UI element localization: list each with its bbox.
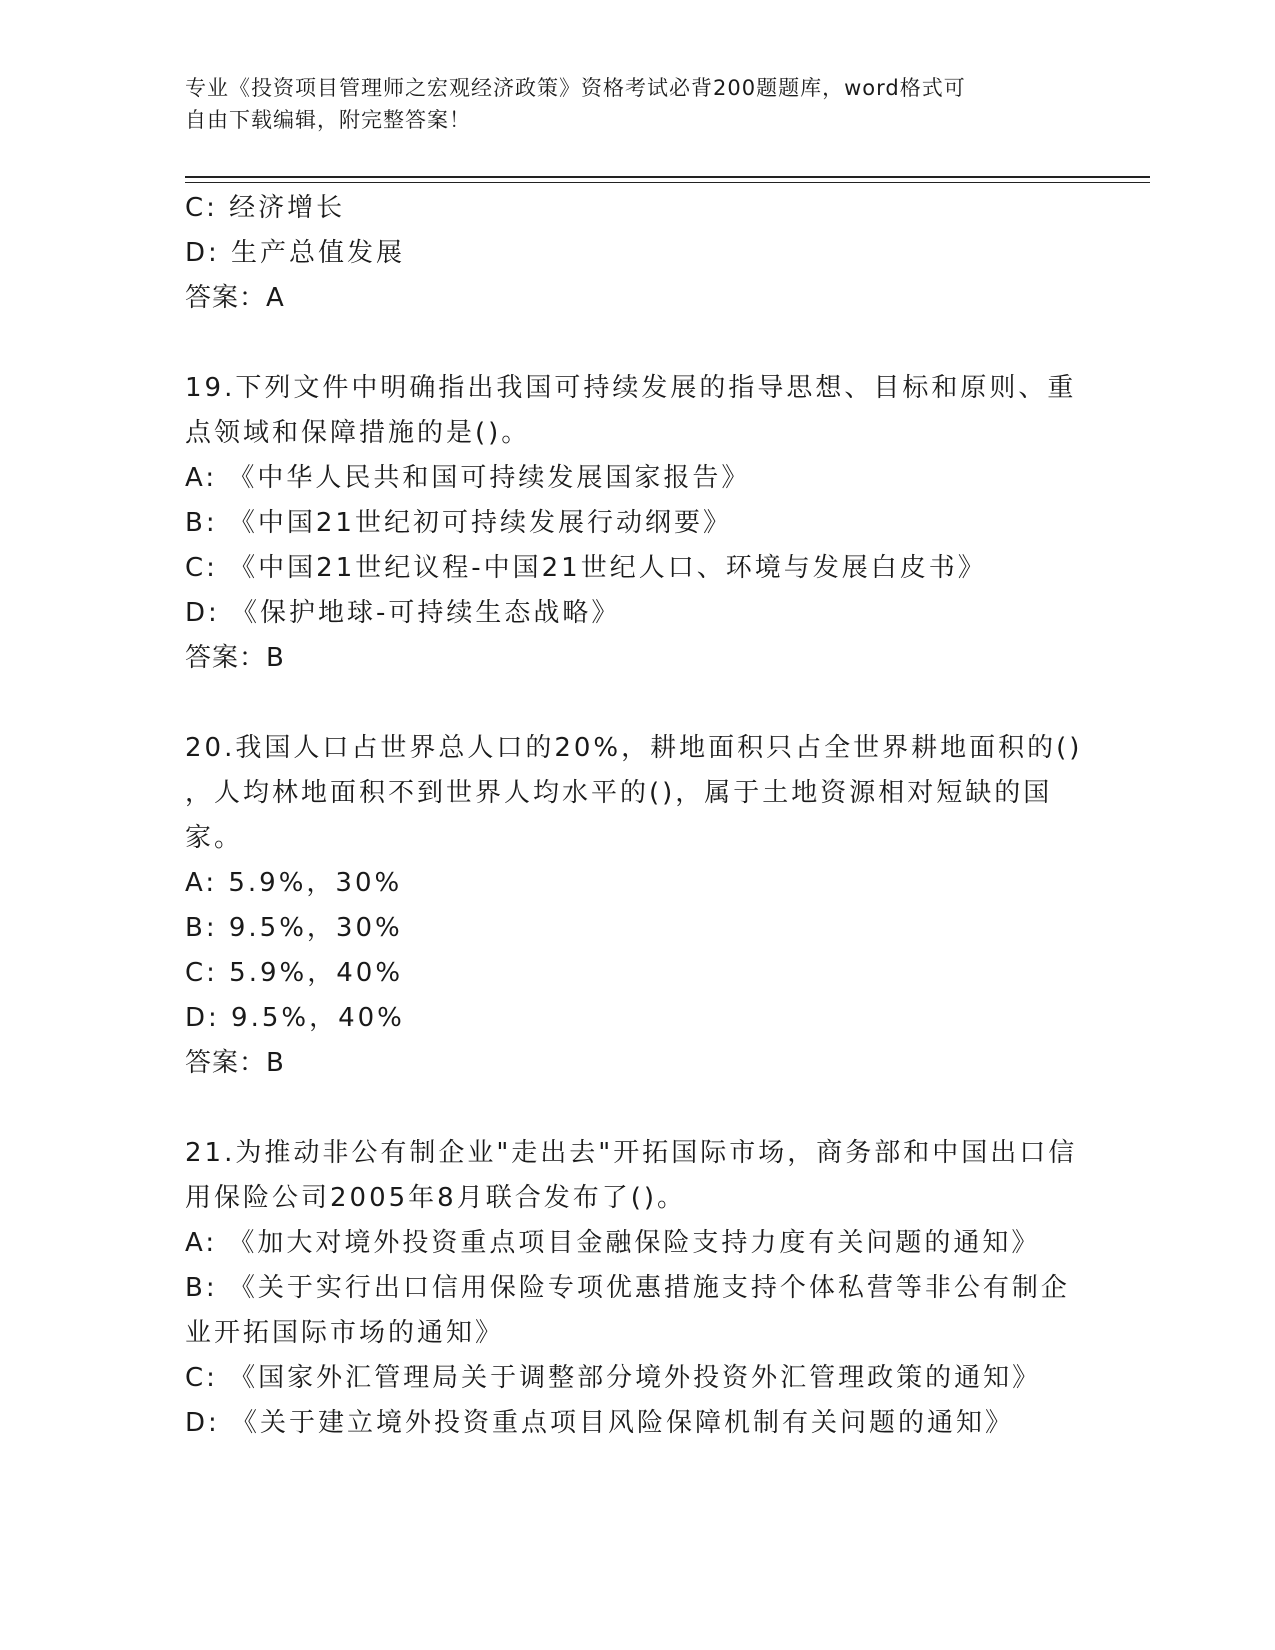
option-c: C: 《国家外汇管理局关于调整部分境外投资外汇管理政策的通知》 [185, 1363, 1042, 1393]
option-c: C: 《中国21世纪议程-中国21世纪人口、环境与发展白皮书》 [185, 553, 987, 583]
question-stem-line: 家。 [185, 823, 244, 853]
spacer [185, 681, 1085, 726]
question-19 [185, 366, 1085, 681]
option-b: B: 《关于实行出口信用保险专项优惠措施支持个体私营等非公有制企 [185, 1273, 1070, 1303]
question-content [185, 186, 1085, 1446]
header-title-line-2: 自由下载编辑，附完整答案！ [185, 108, 471, 132]
option-c: C: 经济增长 [185, 193, 346, 223]
answer-line: 答案：B [185, 1048, 285, 1078]
option-a: A: 5.9%，30% [185, 868, 403, 898]
header-rule-thick [185, 176, 1150, 178]
header-title-line-1: 专业《投资项目管理师之宏观经济政策》资格考试必背200题题库，word格式可 [185, 76, 966, 100]
spacer [185, 321, 1085, 366]
question-stem-line: 19.下列文件中明确指出我国可持续发展的指导思想、目标和原则、重 [185, 373, 1077, 403]
option-a: A: 《加大对境外投资重点项目金融保险支持力度有关问题的通知》 [185, 1228, 1041, 1258]
header-rule-thin [185, 182, 1150, 183]
option-d: D: 《保护地球-可持续生态战略》 [185, 598, 621, 628]
question-21 [185, 1131, 1085, 1446]
option-d: D: 《关于建立境外投资重点项目风险保障机制有关问题的通知》 [185, 1408, 1015, 1438]
option-c: C: 5.9%，40% [185, 958, 404, 988]
option-b-continued: 业开拓国际市场的通知》 [185, 1318, 505, 1348]
option-d: D: 生产总值发展 [185, 238, 406, 268]
option-d: D: 9.5%，40% [185, 1003, 405, 1033]
answer-line: 答案：B [185, 643, 285, 673]
option-b: B: 《中国21世纪初可持续发展行动纲要》 [185, 508, 732, 538]
question-stem-line: 用保险公司2005年8月联合发布了()。 [185, 1183, 686, 1213]
document-header [185, 72, 1065, 136]
option-b: B: 9.5%，30% [185, 913, 403, 943]
question-stem-line: 点领域和保障措施的是()。 [185, 418, 531, 448]
question-18-continuation [185, 186, 1085, 321]
answer-line: 答案：A [185, 283, 285, 313]
question-20 [185, 726, 1085, 1086]
question-stem-line: ，人均林地面积不到世界人均水平的()，属于土地资源相对短缺的国 [185, 778, 1053, 808]
spacer [185, 1086, 1085, 1131]
question-stem-line: 20.我国人口占世界总人口的20%，耕地面积只占全世界耕地面积的() [185, 733, 1083, 763]
option-a: A: 《中华人民共和国可持续发展国家报告》 [185, 463, 751, 493]
question-stem-line: 21.为推动非公有制企业"走出去"开拓国际市场，商务部和中国出口信 [185, 1138, 1078, 1168]
